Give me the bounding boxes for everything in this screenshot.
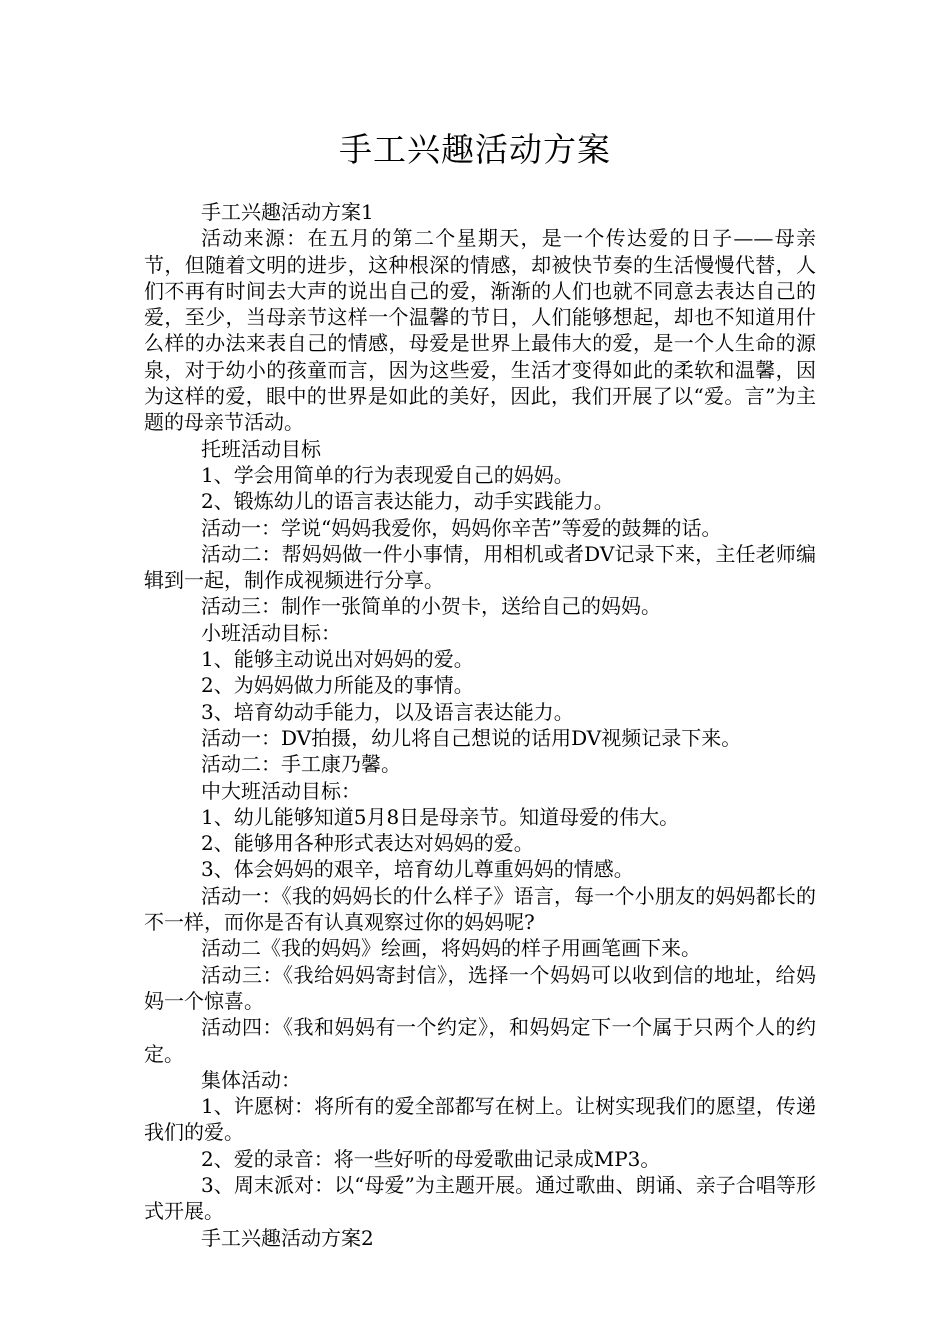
list-item: 3、周末派对：以“母爱”为主题开展。通过歌曲、朗诵、亲子合唱等形式开展。 — [144, 1172, 816, 1224]
activity-item: 活动三：《我给妈妈寄封信》，选择一个妈妈可以收到信的地址，给妈妈一个惊喜。 — [144, 962, 816, 1013]
list-item: 1、能够主动说出对妈妈的爱。 — [201, 647, 474, 672]
activity-item: 活动三：制作一张简单的小贺卡，送给自己的妈妈。 — [201, 594, 661, 619]
list-item: 3、体会妈妈的艰辛，培育幼儿尊重妈妈的情感。 — [201, 857, 634, 882]
list-item: 3、培育幼动手能力，以及语言表达能力。 — [201, 699, 574, 724]
paragraph-activity-source: 活动来源：在五月的第二个星期天，是一个传达爱的日子——母亲节，但随着文明的进步，这种根深的情感，却被快节奏的生活慢慢代替，人们不再有时间去大声的说出自己的爱，渐渐的人们也就不同意去表达自己的爱，至少，当母亲节这样一个温馨的节日，人们能够想起，却也不知道用什么样的办法来表自己的情感，母爱是世界上最伟大的爱，是一个人生命的源泉，对于幼小的孩童而言，因为这些爱，生活才变得如此的柔软和温馨，因为这样的爱，眼中的世界是如此的美好，因此，我们开展了以“爱。言”为主题的母亲节活动。 — [144, 226, 816, 435]
activity-item: 活动二：帮妈妈做一件小事情，用相机或者DV记录下来，主任老师编辑到一起，制作成视频进行分享。 — [144, 541, 816, 593]
subheading-group-activities: 集体活动： — [201, 1067, 301, 1092]
section-heading: 手工兴趣活动方案2 — [201, 1225, 374, 1250]
list-item: 1、学会用简单的行为表现爱自己的妈妈。 — [201, 462, 574, 487]
subheading-small-class-goals: 小班活动目标： — [201, 620, 341, 645]
activity-item: 活动二《我的妈妈》绘画，将妈妈的样子用画笔画下来。 — [201, 936, 701, 961]
activity-item: 活动二：手工康乃馨。 — [201, 752, 401, 777]
subheading-toddler-goals: 托班活动目标 — [201, 436, 321, 461]
subheading-middle-large-class-goals: 中大班活动目标： — [201, 778, 361, 803]
activity-item: 活动四：《我和妈妈有一个约定》，和妈妈定下一个属于只两个人的约定。 — [144, 1015, 816, 1066]
list-item: 1、许愿树：将所有的爱全部都写在树上。让树实现我们的愿望，传递我们的爱。 — [144, 1094, 816, 1145]
list-item: 2、能够用各种形式表达对妈妈的爱。 — [201, 831, 534, 856]
activity-item: 活动一：DV拍摄，幼儿将自己想说的话用DV视频记录下来。 — [201, 725, 742, 750]
document-title: 手工兴趣活动方案 — [339, 130, 611, 169]
list-item: 2、锻炼幼儿的语言表达能力，动手实践能力。 — [201, 489, 614, 514]
list-item: 2、为妈妈做力所能及的事情。 — [201, 673, 474, 698]
document-body — [144, 199, 816, 1251]
list-item: 1、幼儿能够知道5月8日是母亲节。知道母爱的伟大。 — [201, 804, 680, 829]
list-item: 2、爱的录音：将一些好听的母爱歌曲记录成MP3。 — [201, 1146, 661, 1171]
activity-item: 活动一：《我的妈妈长的什么样子》语言，每一个小朋友的妈妈都长的不一样，而你是否有认真观察过你的妈妈呢? — [144, 883, 816, 935]
activity-item: 活动一：学说“妈妈我爱你，妈妈你辛苦”等爱的鼓舞的话。 — [201, 515, 722, 540]
section-heading: 手工兴趣活动方案1 — [201, 200, 374, 224]
